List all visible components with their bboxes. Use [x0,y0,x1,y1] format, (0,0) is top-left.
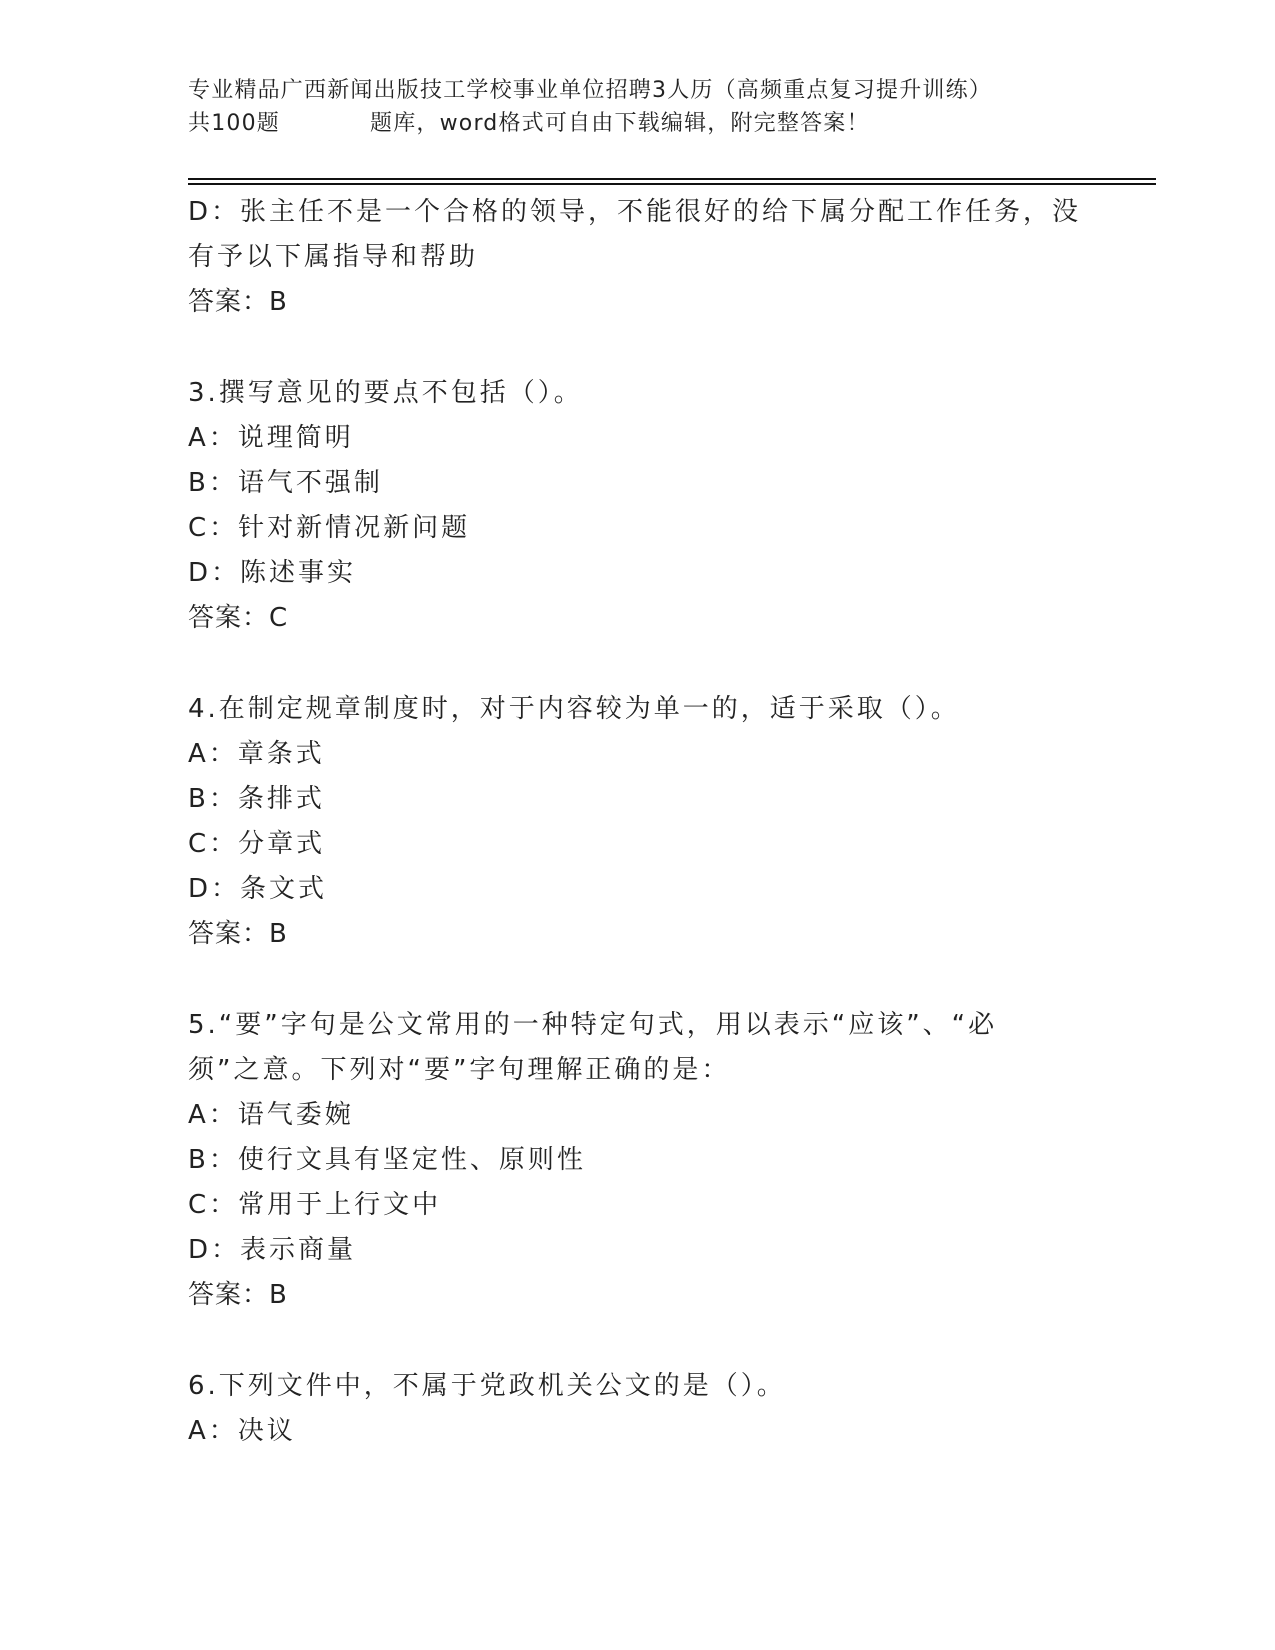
option-a: A：语气委婉 [188,1100,354,1130]
option-a: A：章条式 [188,739,325,769]
question-block-4 [188,687,1088,957]
question-block-3 [188,371,1088,641]
answer-line: 答案：B [188,919,288,949]
header-divider-bottom [188,183,1156,185]
option-b: B：使行文具有坚定性、原则性 [188,1145,586,1175]
option-a: A：决议 [188,1416,296,1446]
option-c: C：分章式 [188,829,326,859]
question-stem: 5.“要”字句是公文常用的一种特定句式，用以表示“应该”、“必 [188,1010,998,1040]
option-d-continued: 有予以下属指导和帮助 [188,242,479,272]
option-c: C：常用于上行文中 [188,1190,442,1220]
question-stem: 3.撰写意见的要点不包括（）。 [188,378,583,408]
header-title: 专业精品广西新闻出版技工学校事业单位招聘3人历（高频重点复习提升训练） [188,78,992,103]
option-b: B：语气不强制 [188,468,383,498]
option-b: B：条排式 [188,784,325,814]
header-question-count: 共100题 [188,111,280,136]
option-d: D：陈述事实 [188,558,357,588]
header-divider-top [188,178,1156,180]
question-stem: 6.下列文件中，不属于党政机关公文的是（）。 [188,1371,786,1401]
question-block-6 [188,1364,1088,1454]
option-d: D：张主任不是一个合格的领导，不能很好的给下属分配工作任务，没 [188,197,1082,227]
option-d: D：表示商量 [188,1235,357,1265]
question-stem-continued: 须”之意。下列对“要”字句理解正确的是： [188,1055,731,1085]
option-c: C：针对新情况新问题 [188,513,471,543]
option-d: D：条文式 [188,874,328,904]
question-block-2-continuation [188,190,1088,325]
question-list [188,190,1088,1454]
document-header [188,74,1088,140]
question-stem: 4.在制定规章制度时，对于内容较为单一的，适于采取（）。 [188,694,960,724]
header-description: 题库，word格式可自由下载编辑，附完整答案！ [370,111,870,136]
answer-line: 答案：C [188,603,289,633]
question-block-5 [188,1003,1088,1318]
option-a: A：说理简明 [188,423,354,453]
answer-line: 答案：B [188,287,288,317]
header-subtitle [188,107,1088,140]
answer-line: 答案：B [188,1280,288,1310]
